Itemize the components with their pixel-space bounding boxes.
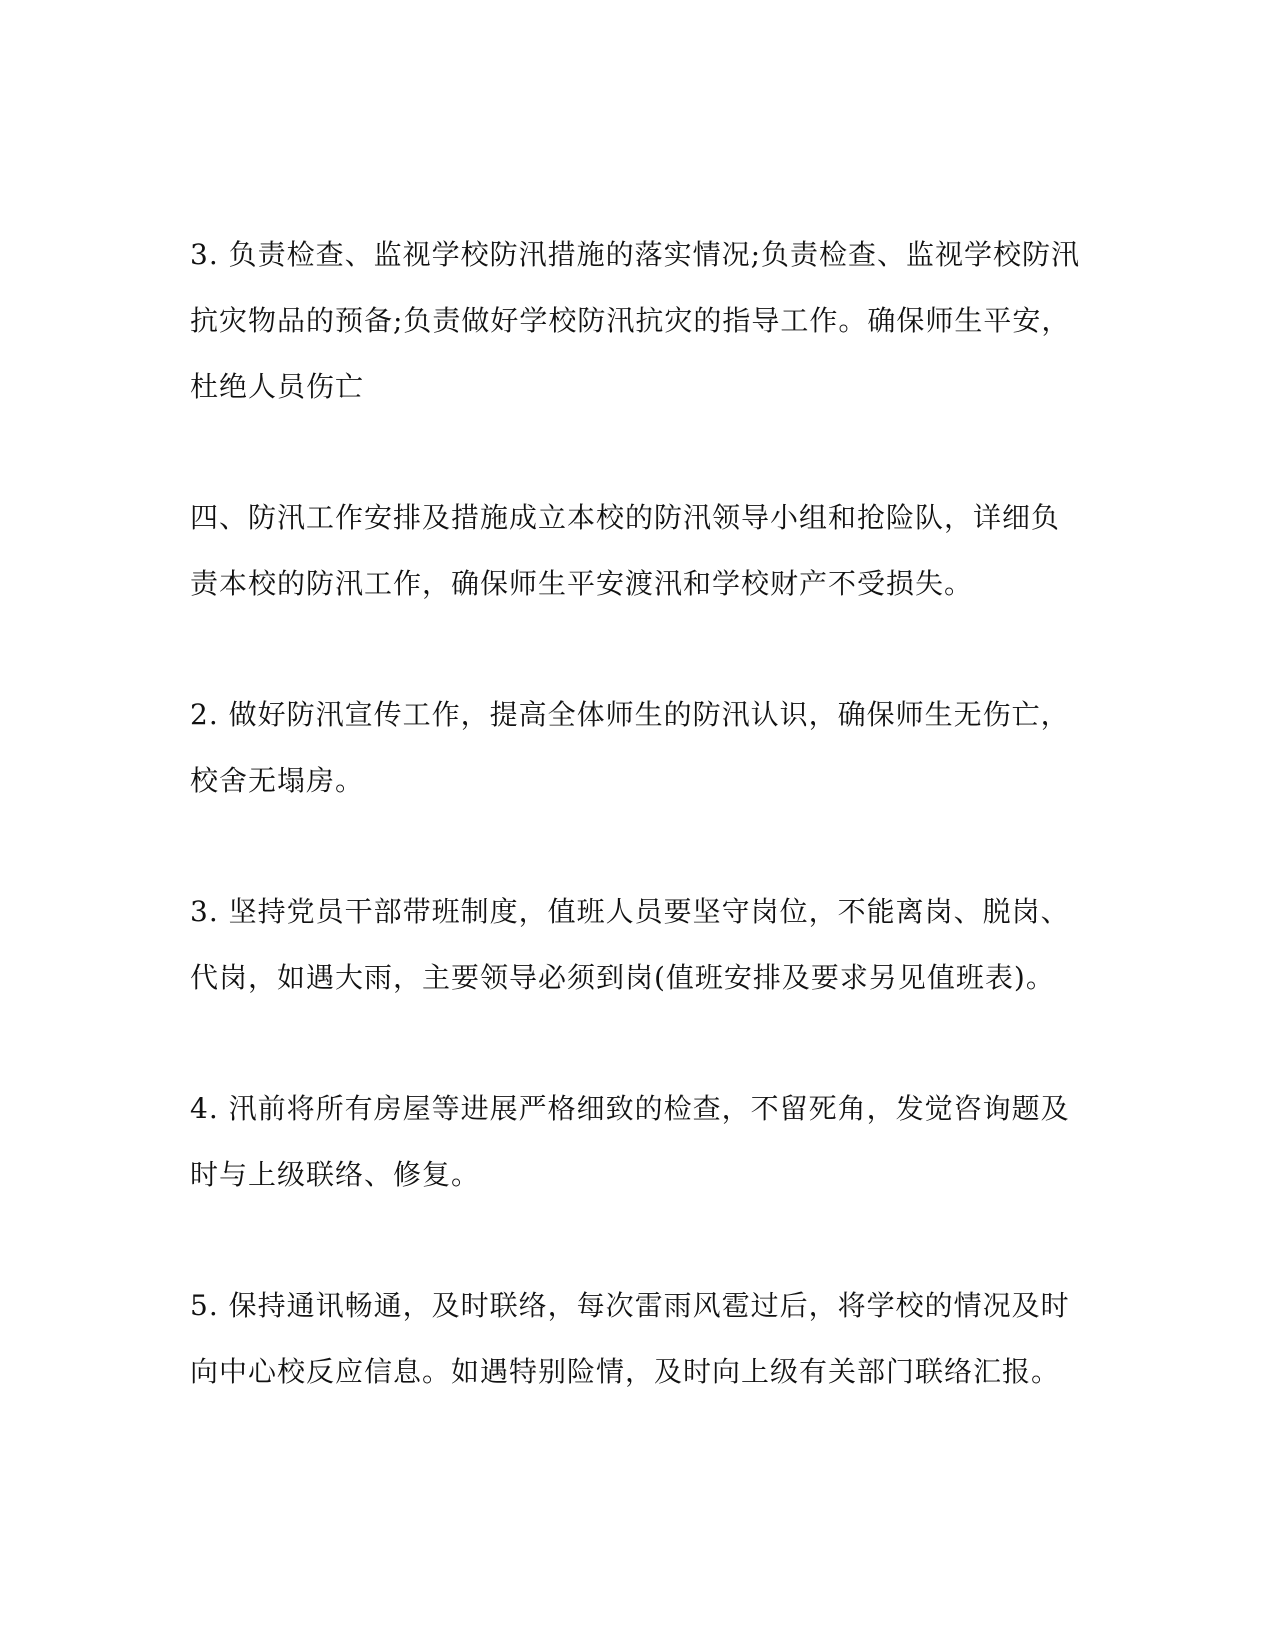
text-line: 四、防汛工作安排及措施成立本校的防汛领导小组和抢险队，详细负 [190, 501, 1061, 534]
paragraph-item-5-communication [190, 1273, 1090, 1405]
text-line: 校舍无塌房。 [190, 764, 365, 797]
text-line: 向中心校反应信息。如遇特别险情，及时向上级有关部门联络汇报。 [190, 1355, 1061, 1388]
paragraph-item-3-responsibilities [190, 222, 1090, 420]
text-line: 3. 坚持党员干部带班制度，值班人员要坚守岗位，不能离岗、脱岗、 [190, 895, 1070, 928]
text-line: 时与上级联络、修复。 [190, 1158, 481, 1191]
text-line: 杜绝人员伤亡 [190, 370, 365, 403]
text-line: 2. 做好防汛宣传工作，提高全体师生的防汛认识，确保师生无伤亡， [190, 698, 1070, 731]
paragraph-section-4-heading [190, 485, 1090, 617]
text-line: 5. 保持通讯畅通，及时联络，每次雷雨风雹过后，将学校的情况及时 [190, 1289, 1070, 1322]
text-line: 责本校的防汛工作，确保师生平安渡汛和学校财产不受损失。 [190, 567, 974, 600]
paragraph-item-3-duty [190, 879, 1090, 1011]
paragraph-item-2-publicity [190, 682, 1090, 814]
text-line: 抗灾物品的预备;负责做好学校防汛抗灾的指导工作。确保师生平安， [190, 304, 1071, 337]
text-line: 3. 负责检查、监视学校防汛措施的落实情况;负责检查、监视学校防汛 [190, 238, 1081, 271]
paragraph-item-4-inspection [190, 1076, 1090, 1208]
text-line: 4. 汛前将所有房屋等进展严格细致的检查，不留死角，发觉咨询题及 [190, 1092, 1070, 1125]
text-line: 代岗，如遇大雨，主要领导必须到岗(值班安排及要求另见值班表)。 [190, 961, 1055, 994]
